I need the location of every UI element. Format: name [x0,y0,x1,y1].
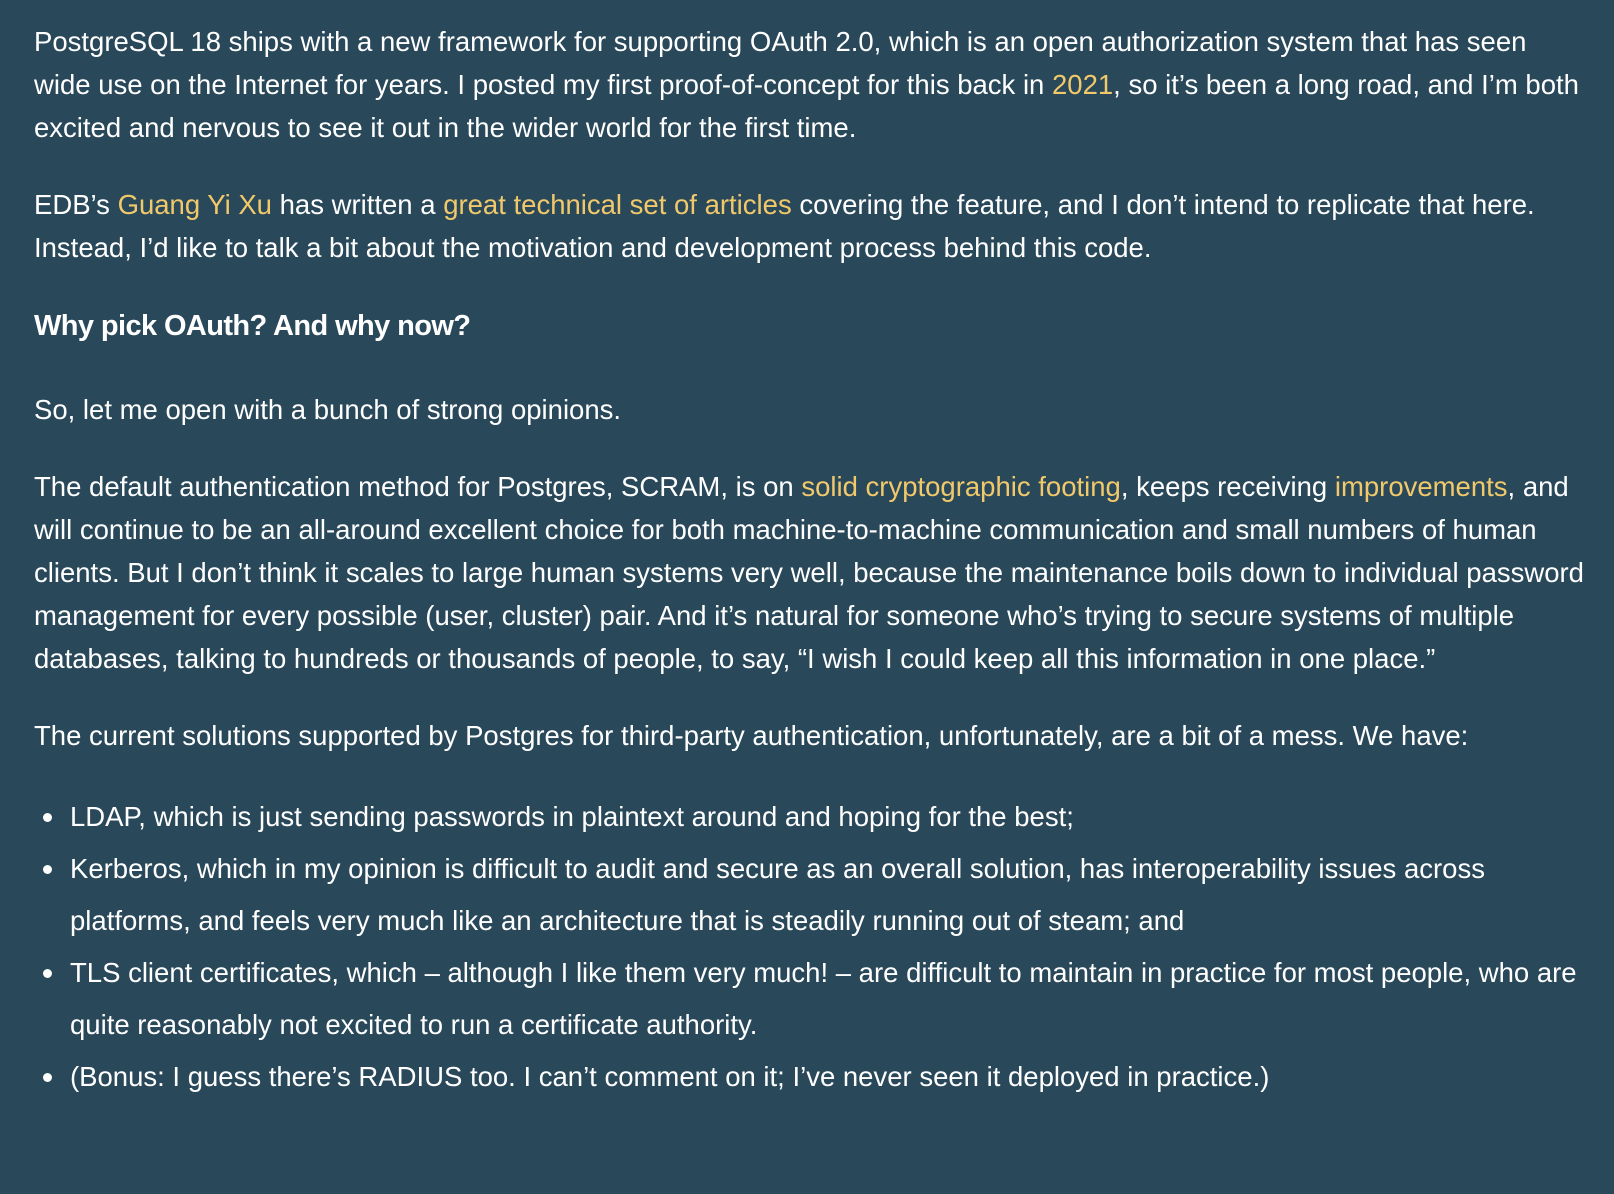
link-author-guang-yi-xu[interactable]: Guang Yi Xu [117,189,272,220]
opinions-paragraph: So, let me open with a bunch of strong opinions. [34,394,622,425]
list-item-text: Kerberos, which in my opinion is difficult to audit and secure as an overall solution, has interoperability issues across platforms, and feels very much like an architecture that is steadily running out of steam; and [70,853,1485,936]
edb-paragraph [34,183,1586,269]
edb-text-end: covering the feature, and I don’t intend to replicate that here. Instead, I’d like to talk a bit about the motivation and development process behind this code. [34,189,1535,263]
intro-text-end: , so it’s been a long road, and I’m both excited and nervous to see it out in the wider world for the first time. [34,69,1579,143]
edb-text-start: EDB’s [34,189,118,220]
solutions-list [34,791,1586,1103]
article-body [34,20,1586,1103]
bullet-icon [43,865,52,874]
list-item [34,791,1586,843]
current-solutions-paragraph: The current solutions supported by Postgres for third-party authentication, unfortunately, are a bit of a mess. We have: [34,720,1469,751]
list-item-text: TLS client certificates, which – although I like them very much! – are difficult to maintain in practice for most people, who are quite reasonably not excited to run a certificate authority. [70,957,1577,1040]
section-heading: Why pick OAuth? And why now? [34,310,471,342]
bullet-icon [43,969,52,978]
list-item [34,1051,1586,1103]
scram-paragraph [34,465,1586,680]
list-item [34,843,1586,947]
bullet-icon [43,1073,52,1082]
link-2021-proof-of-concept[interactable]: 2021 [1051,69,1114,100]
intro-text-start: PostgreSQL 18 ships with a new framework for supporting OAuth 2.0, which is an open authorization system that has seen wide use on the Internet for years. I posted my first proof-of-concept for this back in [34,26,1527,100]
intro-paragraph [34,20,1586,149]
link-cryptographic-footing[interactable]: solid cryptographic footing [801,471,1121,502]
list-item-text: LDAP, which is just sending passwords in plaintext around and hoping for the best; [70,801,1074,832]
scram-text-end: , and will continue to be an all-around excellent choice for both machine-to-machine communication and small numbers of human clients. But I don’t think it scales to large human systems very well, because the maintenance boils down to individual password management for every possible (user, cluster) pair. And it’s natural for someone who’s trying to secure systems of multiple databases, talking to hundreds or thousands of people, to say, “I wish I could keep all this information in one place.” [34,471,1584,674]
scram-text-start: The default authentication method for Postgres, SCRAM, is on [34,471,802,502]
list-item-text: (Bonus: I guess there’s RADIUS too. I can’t comment on it; I’ve never seen it deployed in practice.) [70,1061,1270,1092]
scram-text-middle: , keeps receiving [1120,471,1335,502]
list-item [34,947,1586,1051]
link-technical-articles[interactable]: great technical set of articles [443,189,792,220]
link-improvements[interactable]: improvements [1334,471,1508,502]
edb-text-middle: has written a [271,189,444,220]
bullet-icon [43,813,52,822]
